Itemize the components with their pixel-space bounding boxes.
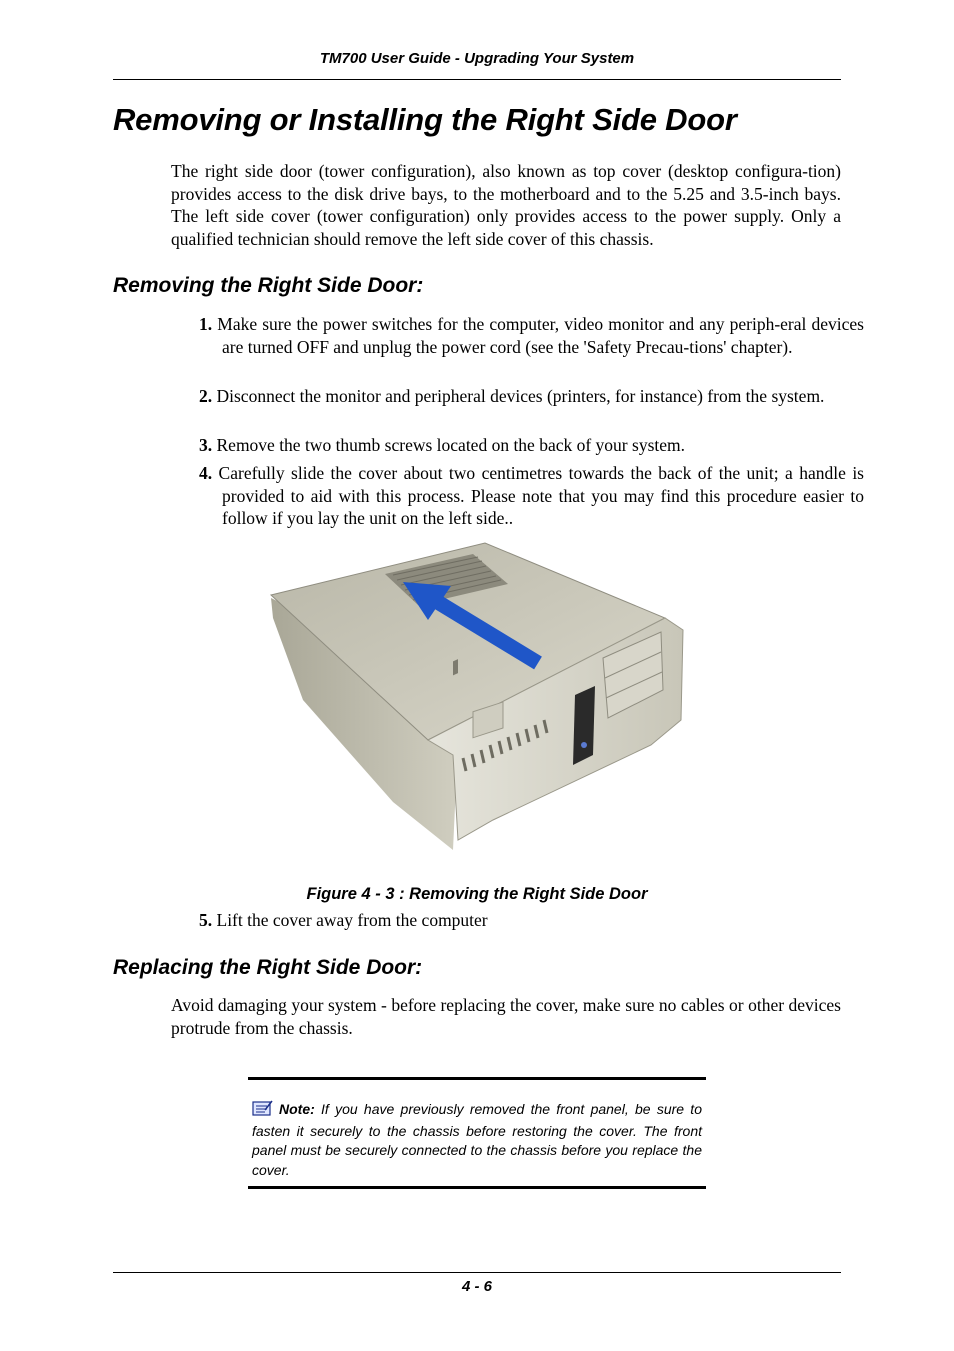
page-number: 4 - 6	[461, 1278, 492, 1295]
step-text: Make sure the power switches for the computer, video monitor and any periph-eral devices are turned OFF and unplug the power cord (see the 'Safety Precau-tions' chapter).	[217, 314, 864, 357]
header-divider	[113, 79, 841, 80]
note-pad-icon	[252, 1100, 274, 1122]
power-led	[581, 742, 587, 748]
step-3	[199, 434, 864, 457]
footer-divider	[113, 1272, 841, 1273]
replacing-paragraph: Avoid damaging your system - before replacing the cover, make sure no cables or other devices protrude from the chassis.	[171, 995, 841, 1038]
step-text: Remove the two thumb screws located on the back of your system.	[216, 435, 686, 455]
step-2	[199, 385, 864, 408]
step-number: 5.	[199, 910, 213, 930]
step-text: Carefully slide the cover about two centimetres towards the back of the unit; a handle is provided to aid with this process. Please note that you may find this procedure easier to follow if you lay the unit on the left side..	[218, 463, 864, 528]
intro-paragraph: The right side door (tower configuration), also known as top cover (desktop configura-tion) provides access to the disk drive bays, to the motherboard and to the 5.25 and 3.5-inch bays. The left side cover (tower configuration) only provides access to the power supply. Only a qualified technician should remove the left side cover of this chassis.	[171, 161, 841, 249]
removing-heading: Removing the Right Side Door:	[113, 274, 424, 297]
step-text: Lift the cover away from the computer	[216, 910, 488, 930]
running-header: TM700 User Guide - Upgrading Your System	[319, 50, 635, 67]
step-number: 2.	[199, 386, 213, 406]
figure-caption: Figure 4 - 3 : Removing the Right Side Door	[306, 885, 648, 903]
step-text: Disconnect the monitor and peripheral devices (printers, for instance) from the system.	[216, 386, 825, 406]
step-5	[199, 909, 864, 932]
step-1	[199, 313, 864, 358]
replacing-heading: Replacing the Right Side Door:	[113, 956, 423, 979]
step-4	[199, 462, 864, 530]
note-text: If you have previously removed the front panel, be sure to fasten it securely to the chassis before restoring the cover. The front panel must be securely connected to the chassis before you replace the cover.	[252, 1101, 702, 1178]
note-label: Note:	[279, 1101, 315, 1117]
front-vents	[453, 659, 458, 675]
step-number: 1.	[199, 314, 213, 334]
note-content	[252, 1100, 702, 1180]
section-title: Removing or Installing the Right Side Door	[113, 102, 737, 137]
note-box	[248, 1077, 706, 1189]
figure-chassis-photo	[263, 540, 691, 852]
chassis-illustration	[263, 540, 691, 852]
power-button-panel	[573, 686, 595, 765]
step-number: 4.	[199, 463, 213, 483]
step-number: 3.	[199, 435, 213, 455]
